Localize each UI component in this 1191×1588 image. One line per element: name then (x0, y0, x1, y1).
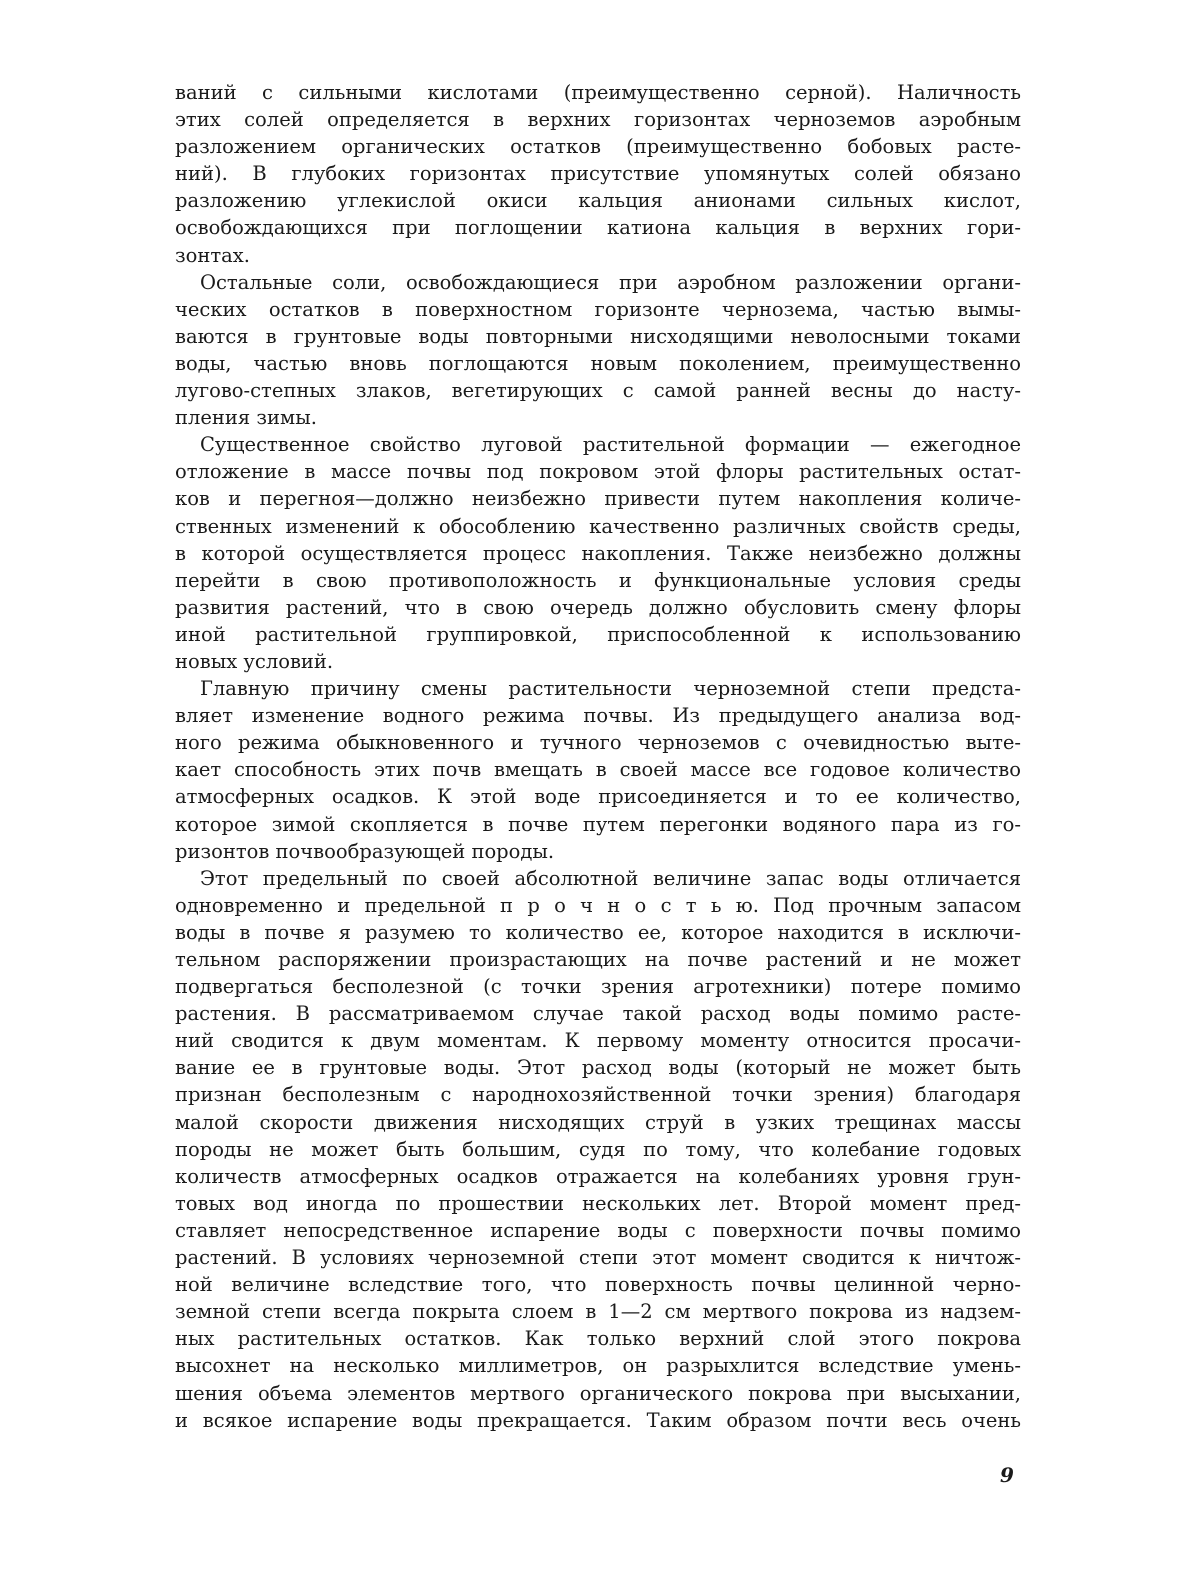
text-line: ний сводится к двум моментам. К первому моменту относится просачи- (175, 1029, 1021, 1053)
text-line: ваний с сильными кислотами (преимущественно серной). Наличность (175, 81, 1021, 104)
text-line: ний). В глубоких горизонтах присутствие упомянутых солей обязано (175, 162, 1021, 186)
text-line: ков и перегноя—должно неизбежно привести путем накопления количе- (175, 487, 1021, 511)
text-line: растений. В условиях черноземной степи этот момент сводится к ничтож- (175, 1246, 1021, 1270)
text-line: перейти в свою противоположность и функциональные условия среды (175, 568, 1021, 592)
text-line: Существенное свойство луговой растительной формации — ежегодное (200, 433, 1021, 457)
text-line: ваются в грунтовые воды повторными нисходящими неволосными токами (175, 324, 1021, 348)
text-line: отложение в массе почвы под покровом этой флоры растительных остат- (175, 460, 1021, 484)
paragraph-5 (175, 865, 1021, 1434)
page-body (175, 79, 1021, 1434)
text-line: которое зимой скопляется в почве путем перегонки водяного пара из го- (175, 812, 1021, 836)
text-line: высохнет на несколько миллиметров, он разрыхлится вследствие умень- (175, 1354, 1021, 1378)
text-line: в которой осуществляется процесс накопления. Также неизбежно должны (175, 541, 1021, 565)
text-line: количеств атмосферных осадков отражается на колебаниях уровня грун- (175, 1164, 1021, 1188)
text-line: кает способность этих почв вмещать в своей массе все годовое количество (175, 758, 1021, 782)
text-line: породы не может быть большим, судя по тому, что колебание годовых (175, 1137, 1021, 1161)
paragraph-4 (175, 675, 1021, 865)
text-line: ставляет непосредственное испарение воды с поверхности почвы помимо (175, 1218, 1021, 1242)
text-line: Остальные соли, освобождающиеся при аэробном разложении органи- (200, 270, 1021, 294)
paragraph-1 (175, 79, 1021, 269)
text-line: вание ее в грунтовые воды. Этот расход воды (который не может быть (175, 1056, 1021, 1080)
paragraph-2 (175, 269, 1021, 432)
text-line: ственных изменений к обособлению качественно различных свойств среды, (175, 514, 1021, 538)
text-line: разложением органических остатков (преимущественно бобовых расте- (175, 135, 1021, 159)
text-line: лугово-степных злаков, вегетирующих с самой ранней весны до насту- (175, 379, 1021, 403)
text-line: растения. В рассматриваемом случае такой расход воды помимо расте- (175, 1002, 1021, 1026)
text-line: вляет изменение водного режима почвы. Из предыдущего анализа вод- (175, 704, 1021, 728)
text-line: одновременно и предельной п р о ч н о с т ь ю. Под прочным запасом (175, 893, 1021, 917)
text-line: воды, частью вновь поглощаются новым поколением, преимущественно (175, 351, 1021, 375)
text-line: иной растительной группировкой, приспособленной к использованию (175, 622, 1021, 646)
text-line: пления зимы. (175, 406, 317, 430)
text-line: атмосферных осадков. К этой воде присоединяется и то ее количество, (175, 785, 1021, 809)
page-number: 9 (1000, 1463, 1014, 1487)
text-line: развития растений, что в свою очередь должно обусловить смену флоры (175, 595, 1021, 619)
text-line: ческих остатков в поверхностном горизонте чернозема, частью вымы- (175, 297, 1021, 321)
text-line: зонтах. (175, 243, 250, 267)
text-line: Главную причину смены растительности черноземной степи предста- (200, 677, 1021, 701)
text-line: ного режима обыкновенного и тучного черноземов с очевидностью выте- (175, 731, 1021, 755)
text-line: разложению углекислой окиси кальция анионами сильных кислот, (175, 189, 1021, 213)
text-line: воды в почве я разумею то количество ее, которое находится в исключи- (175, 920, 1021, 944)
text-line: ных растительных остатков. Как только верхний слой этого покрова (175, 1327, 1021, 1351)
text-line: шения объема элементов мертвого органического покрова при высыхании, (175, 1381, 1021, 1405)
text-line: признан бесполезным с народнохозяйственной точки зрения) благодаря (175, 1083, 1021, 1107)
text-line: тельном распоряжении произрастающих на почве растений и не может (175, 948, 1021, 971)
text-line: товых вод иногда по прошествии нескольких лет. Второй момент пред- (175, 1191, 1021, 1215)
text-line: новых условий. (175, 649, 334, 673)
text-line: ной величине вследствие того, что поверхность почвы целинной черно- (175, 1273, 1021, 1297)
text-line: и всякое испарение воды прекращается. Таким образом почти весь очень (175, 1408, 1021, 1432)
text-line: освобождающихся при поглощении катиона кальция в верхних гори- (175, 216, 1021, 240)
text-line: ризонтов почвообразующей породы. (175, 839, 555, 863)
text-line: подвергаться бесполезной (с точки зрения агротехники) потере помимо (175, 975, 1021, 999)
text-line: Этот предельный по своей абсолютной величине запас воды отличается (200, 866, 1021, 890)
text-line: малой скорости движения нисходящих струй в узких трещинах массы (175, 1110, 1021, 1134)
text-line: этих солей определяется в верхних горизонтах черноземов аэробным (175, 108, 1021, 132)
paragraph-3 (175, 431, 1021, 675)
text-line: земной степи всегда покрыта слоем в 1—2 см мертвого покрова из надзем- (175, 1300, 1021, 1324)
